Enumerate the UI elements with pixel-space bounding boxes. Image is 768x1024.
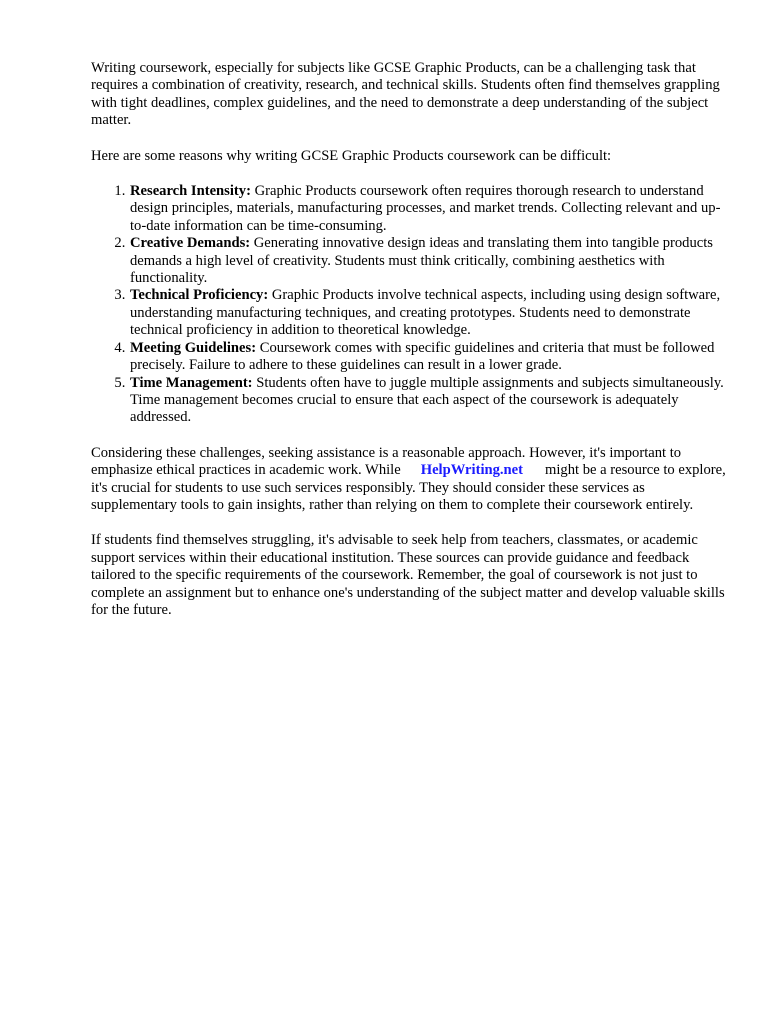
reason-text: Graphic Products involve technical aspects, including using design software, understanding manufacturing techniques, and creating prototypes. Students need to demonstrate technical proficiency in addition to theoretical knowledge.	[130, 287, 721, 339]
intro-paragraph: Writing coursework, especially for subjects like GCSE Graphic Products, can be a challenging task that requires a combination of creativity, research, and technical skills. Students often find themselves grappling with tight deadlines, complex guidelines, and the need to demonstrate a deep understanding of the subject matter.	[91, 60, 720, 129]
list-item	[129, 287, 731, 339]
reason-term: Time Management:	[130, 374, 253, 391]
reason-term: Research Intensity:	[130, 183, 251, 200]
list-item	[129, 183, 731, 235]
list-item	[129, 375, 731, 427]
considering-paragraph	[91, 445, 731, 515]
reason-term: Creative Demands:	[130, 235, 251, 252]
list-item	[129, 340, 731, 375]
reason-term: Technical Proficiency:	[130, 287, 269, 304]
reason-term: Meeting Guidelines:	[130, 339, 257, 356]
considering-text-after: might be a resource to explore, it's crucial for students to use such services responsibly. They should consider these services as supplementary tools to gain insights, rather than relying on them to complete their coursework entirely.	[91, 462, 726, 513]
document-page	[91, 60, 731, 637]
reason-text: Students often have to juggle multiple assignments and subjects simultaneously. Time management becomes crucial to ensure that each aspect of the coursework is adequately addressed.	[130, 374, 724, 426]
reason-text: Graphic Products coursework often requires thorough research to understand design principles, materials, manufacturing processes, and market trends. Collecting relevant and up-to-date information can be time-consuming.	[130, 183, 721, 234]
closing-paragraph: If students find themselves struggling, it's advisable to seek help from teachers, classmates, or academic support services within their educational institution. These sources can provide guidance and feedback tailored to the specific requirements of the coursework. Remember, the goal of coursework is not just to complete an assignment but to enhance one's understanding of the subject matter and develop valuable skills for the future.	[91, 532, 725, 618]
reason-text: Coursework comes with specific guidelines and criteria that must be followed precisely. Failure to adhere to these guidelines can result in a lower grade.	[130, 339, 715, 374]
considering-text-before: Considering these challenges, seeking assistance is a reasonable approach. However, it's important to emphasize ethical practices in academic work. While	[91, 444, 682, 479]
list-item	[129, 235, 731, 287]
reasons-list	[91, 183, 731, 427]
reasons-intro: Here are some reasons why writing GCSE Graphic Products coursework can be difficult:	[91, 147, 612, 164]
helpwriting-link[interactable]: HelpWriting.net	[420, 462, 524, 479]
reason-text: Generating innovative design ideas and translating them into tangible products demands a high level of creativity. Students must think critically, combining aesthetics with functionality.	[130, 235, 713, 287]
